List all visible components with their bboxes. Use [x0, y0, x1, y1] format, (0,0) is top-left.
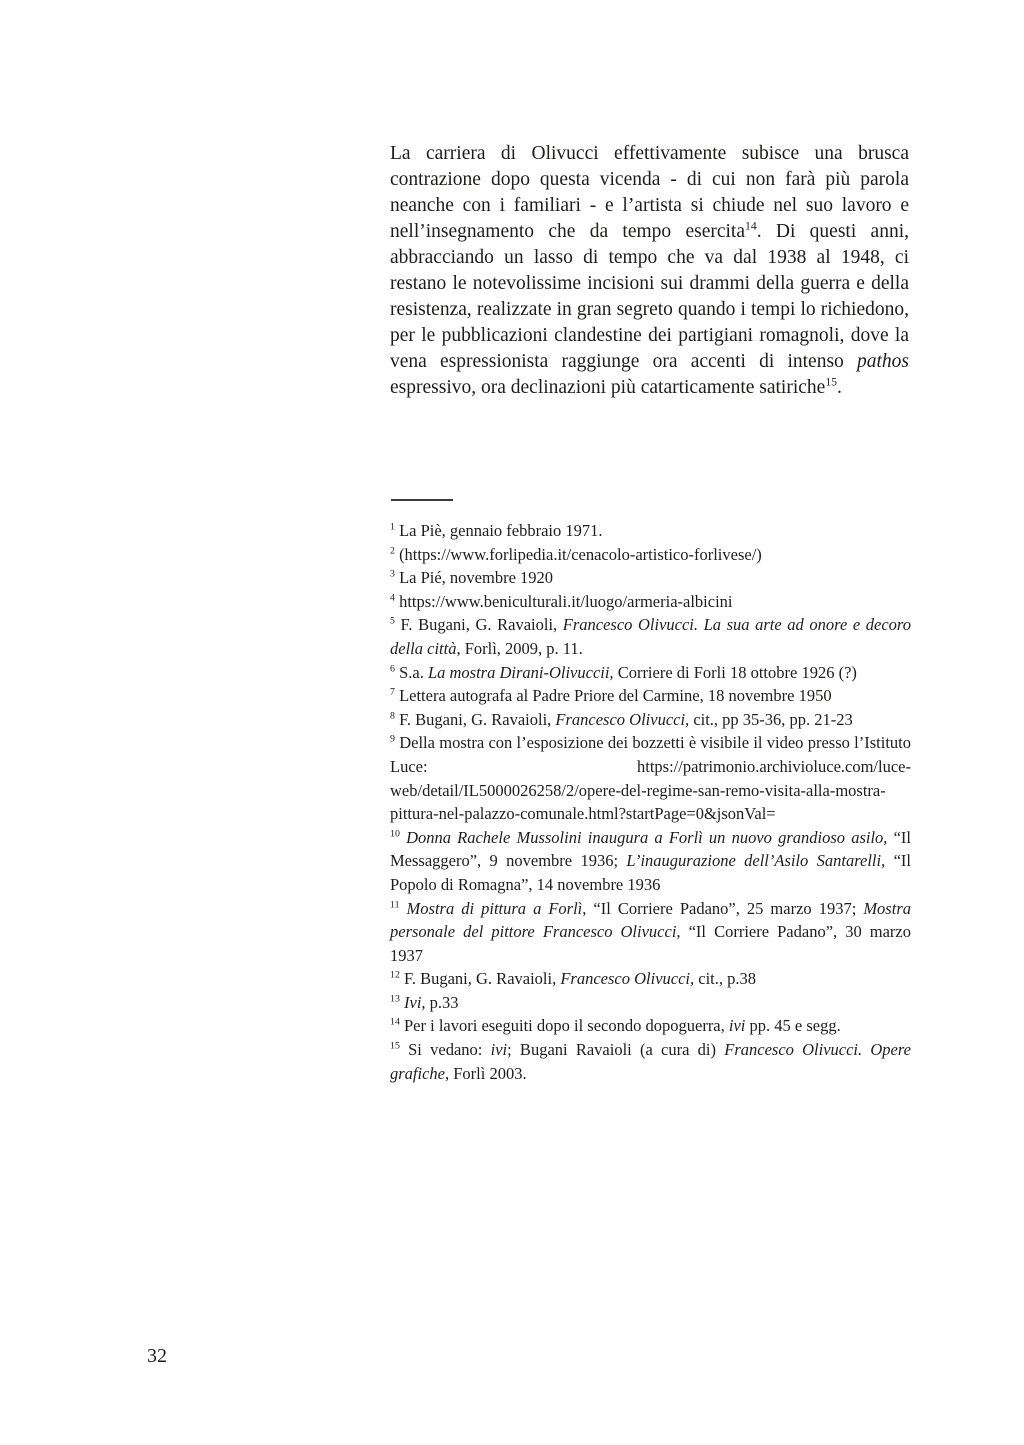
text-segment: F. Bugani, G. Ravaioli,	[399, 709, 556, 729]
text-segment-italic: Francesco Olivucci. La sua arte ad onore e decoro della città	[390, 615, 911, 658]
footnote-number: 3	[390, 568, 395, 580]
footnote-number: 13	[390, 993, 400, 1005]
text-segment: Si vedano:	[408, 1040, 491, 1060]
footnote-item	[390, 519, 911, 543]
footnote-number: 6	[390, 663, 395, 675]
text-segment: Per i lavori eseguiti dopo il secondo dopoguerra,	[404, 1016, 729, 1036]
text-segment-italic: Francesco Olivucci,	[560, 969, 695, 989]
text-segment-italic: pathos	[856, 351, 909, 372]
text-segment: cit., p.38	[694, 969, 756, 989]
footnotes-list	[390, 519, 911, 1085]
text-segment: Lettera autografa al Padre Priore del Carmine, 18 novembre 1950	[399, 686, 832, 706]
footnote-number: 7	[390, 686, 395, 698]
footnote-item	[390, 566, 911, 590]
text-segment: “Il Messaggero”, 9 novembre 1936;	[390, 827, 912, 871]
footnote-item	[390, 1014, 911, 1038]
footnote-number: 5	[390, 615, 395, 627]
text-segment: S.a.	[399, 662, 428, 682]
footnote-item	[390, 991, 911, 1015]
text-segment: Della mostra con l’esposizione dei bozzetti è visibile il video presso l’Istituto Luce: https://patrimonio.archivioluce.com/luce-web/detail/IL5000026258/2/opere-del-regime-san-remo-visita-alla-mostra-pittura-nel-palazzo-comunale.html?startPage=0&jsonVal=	[390, 733, 911, 824]
text-segment: pp. 45 e segg.	[745, 1016, 841, 1036]
footnote-item	[390, 613, 911, 660]
footnote-item	[390, 1038, 911, 1085]
footnote-item	[390, 826, 911, 897]
footnote-item	[390, 684, 911, 708]
text-segment: .	[837, 377, 842, 398]
footnote-number: 14	[390, 1016, 400, 1028]
text-segment: https://www.beniculturali.it/luogo/armeria-albicini	[399, 591, 733, 611]
text-segment: La carriera di Olivucci effettivamente subisce una brusca contrazione dopo questa vicenda - di cui non farà più parola neanche con i familiari - e l’artista si chiude nel suo lavoro e nell’insegnamento che da tempo esercita	[390, 143, 909, 242]
text-segment-italic: Ivi,	[404, 992, 426, 1012]
body-paragraph	[390, 141, 909, 401]
footnote-item	[390, 967, 911, 991]
footnote-item	[390, 543, 911, 567]
footnote-item	[390, 590, 911, 614]
text-segment-italic: Francesco Olivucci,	[555, 709, 690, 729]
footnote-number: 4	[390, 592, 395, 604]
footnote-number: 9	[390, 733, 395, 745]
text-segment: F. Bugani, G. Ravaioli,	[400, 615, 563, 635]
footnote-number: 11	[390, 899, 400, 910]
footnote-item	[390, 661, 911, 685]
text-segment-italic: Mostra personale del pittore Francesco Olivucci	[390, 898, 911, 942]
text-segment: ; Bugani Ravaioli (a cura di)	[507, 1040, 725, 1060]
text-segment: cit., pp 35-36, pp. 21-23	[689, 709, 853, 729]
text-segment-italic: L’inaugurazione dell’Asilo Santarelli	[626, 851, 882, 871]
text-segment: La Piè, gennaio febbraio 1971.	[399, 521, 603, 540]
footnote-item	[390, 708, 911, 732]
footnote-item	[390, 897, 911, 968]
text-segment-italic: Francesco Olivucci. Opere grafiche	[390, 1040, 912, 1083]
footnote-number: 15	[390, 1040, 400, 1052]
text-segment: La Pié, novembre 1920	[399, 568, 554, 588]
text-segment-italic: ivi	[728, 1016, 746, 1036]
footnote-number: 10	[390, 828, 400, 840]
text-segment: , “Il Corriere Padano”, 30 marzo 1937	[390, 922, 911, 965]
text-segment: , Forlì 2003.	[445, 1063, 527, 1083]
text-segment: , Forlì, 2009, p. 11.	[456, 638, 583, 658]
footnote-item	[390, 731, 911, 825]
text-segment-italic: Mostra di pittura a Forlì	[406, 898, 583, 918]
text-segment: F. Bugani, G. Ravaioli,	[404, 969, 561, 989]
text-segment: espressivo, ora declinazioni più catarticamente satiriche	[390, 377, 826, 398]
footnote-number: 1	[390, 521, 395, 533]
text-segment: , “Il Popolo di Romagna”, 14 novembre 1936	[390, 851, 911, 894]
text-segment-italic: Donna Rachele Mussolini inaugura a Forlì un nuovo grandioso asilo,	[406, 827, 888, 847]
text-segment-italic: La mostra Dirani-Olivuccii,	[427, 662, 614, 682]
text-segment-italic: ivi	[490, 1040, 508, 1060]
text-segment: , “Il Corriere Padano”, 25 marzo 1937;	[582, 898, 864, 918]
text-segment: p.33	[425, 992, 459, 1012]
footnote-ref: 14	[745, 219, 757, 233]
footnote-number: 12	[390, 969, 400, 981]
text-segment: (https://www.forlipedia.it/cenacolo-artistico-forlivese/)	[399, 544, 762, 564]
text-segment: Corriere di Forli 18 ottobre 1926 (?)	[613, 662, 857, 682]
page-number: 32	[147, 1345, 167, 1367]
footnote-number: 8	[390, 710, 395, 722]
footnote-ref: 15	[825, 375, 838, 389]
text-segment: . Di questi anni, abbracciando un lasso di tempo che va dal 1938 al 1948, ci restano le notevolissime incisioni sui drammi della guerra e della resistenza, realizzate in gran segreto quando i tempi lo richiedono, per le pubblicazioni clandestine dei partigiani romagnoli, dove la vena espressionista raggiunge ora accenti di intenso	[390, 221, 909, 372]
footnote-separator	[391, 499, 453, 501]
footnote-number: 2	[390, 545, 395, 557]
